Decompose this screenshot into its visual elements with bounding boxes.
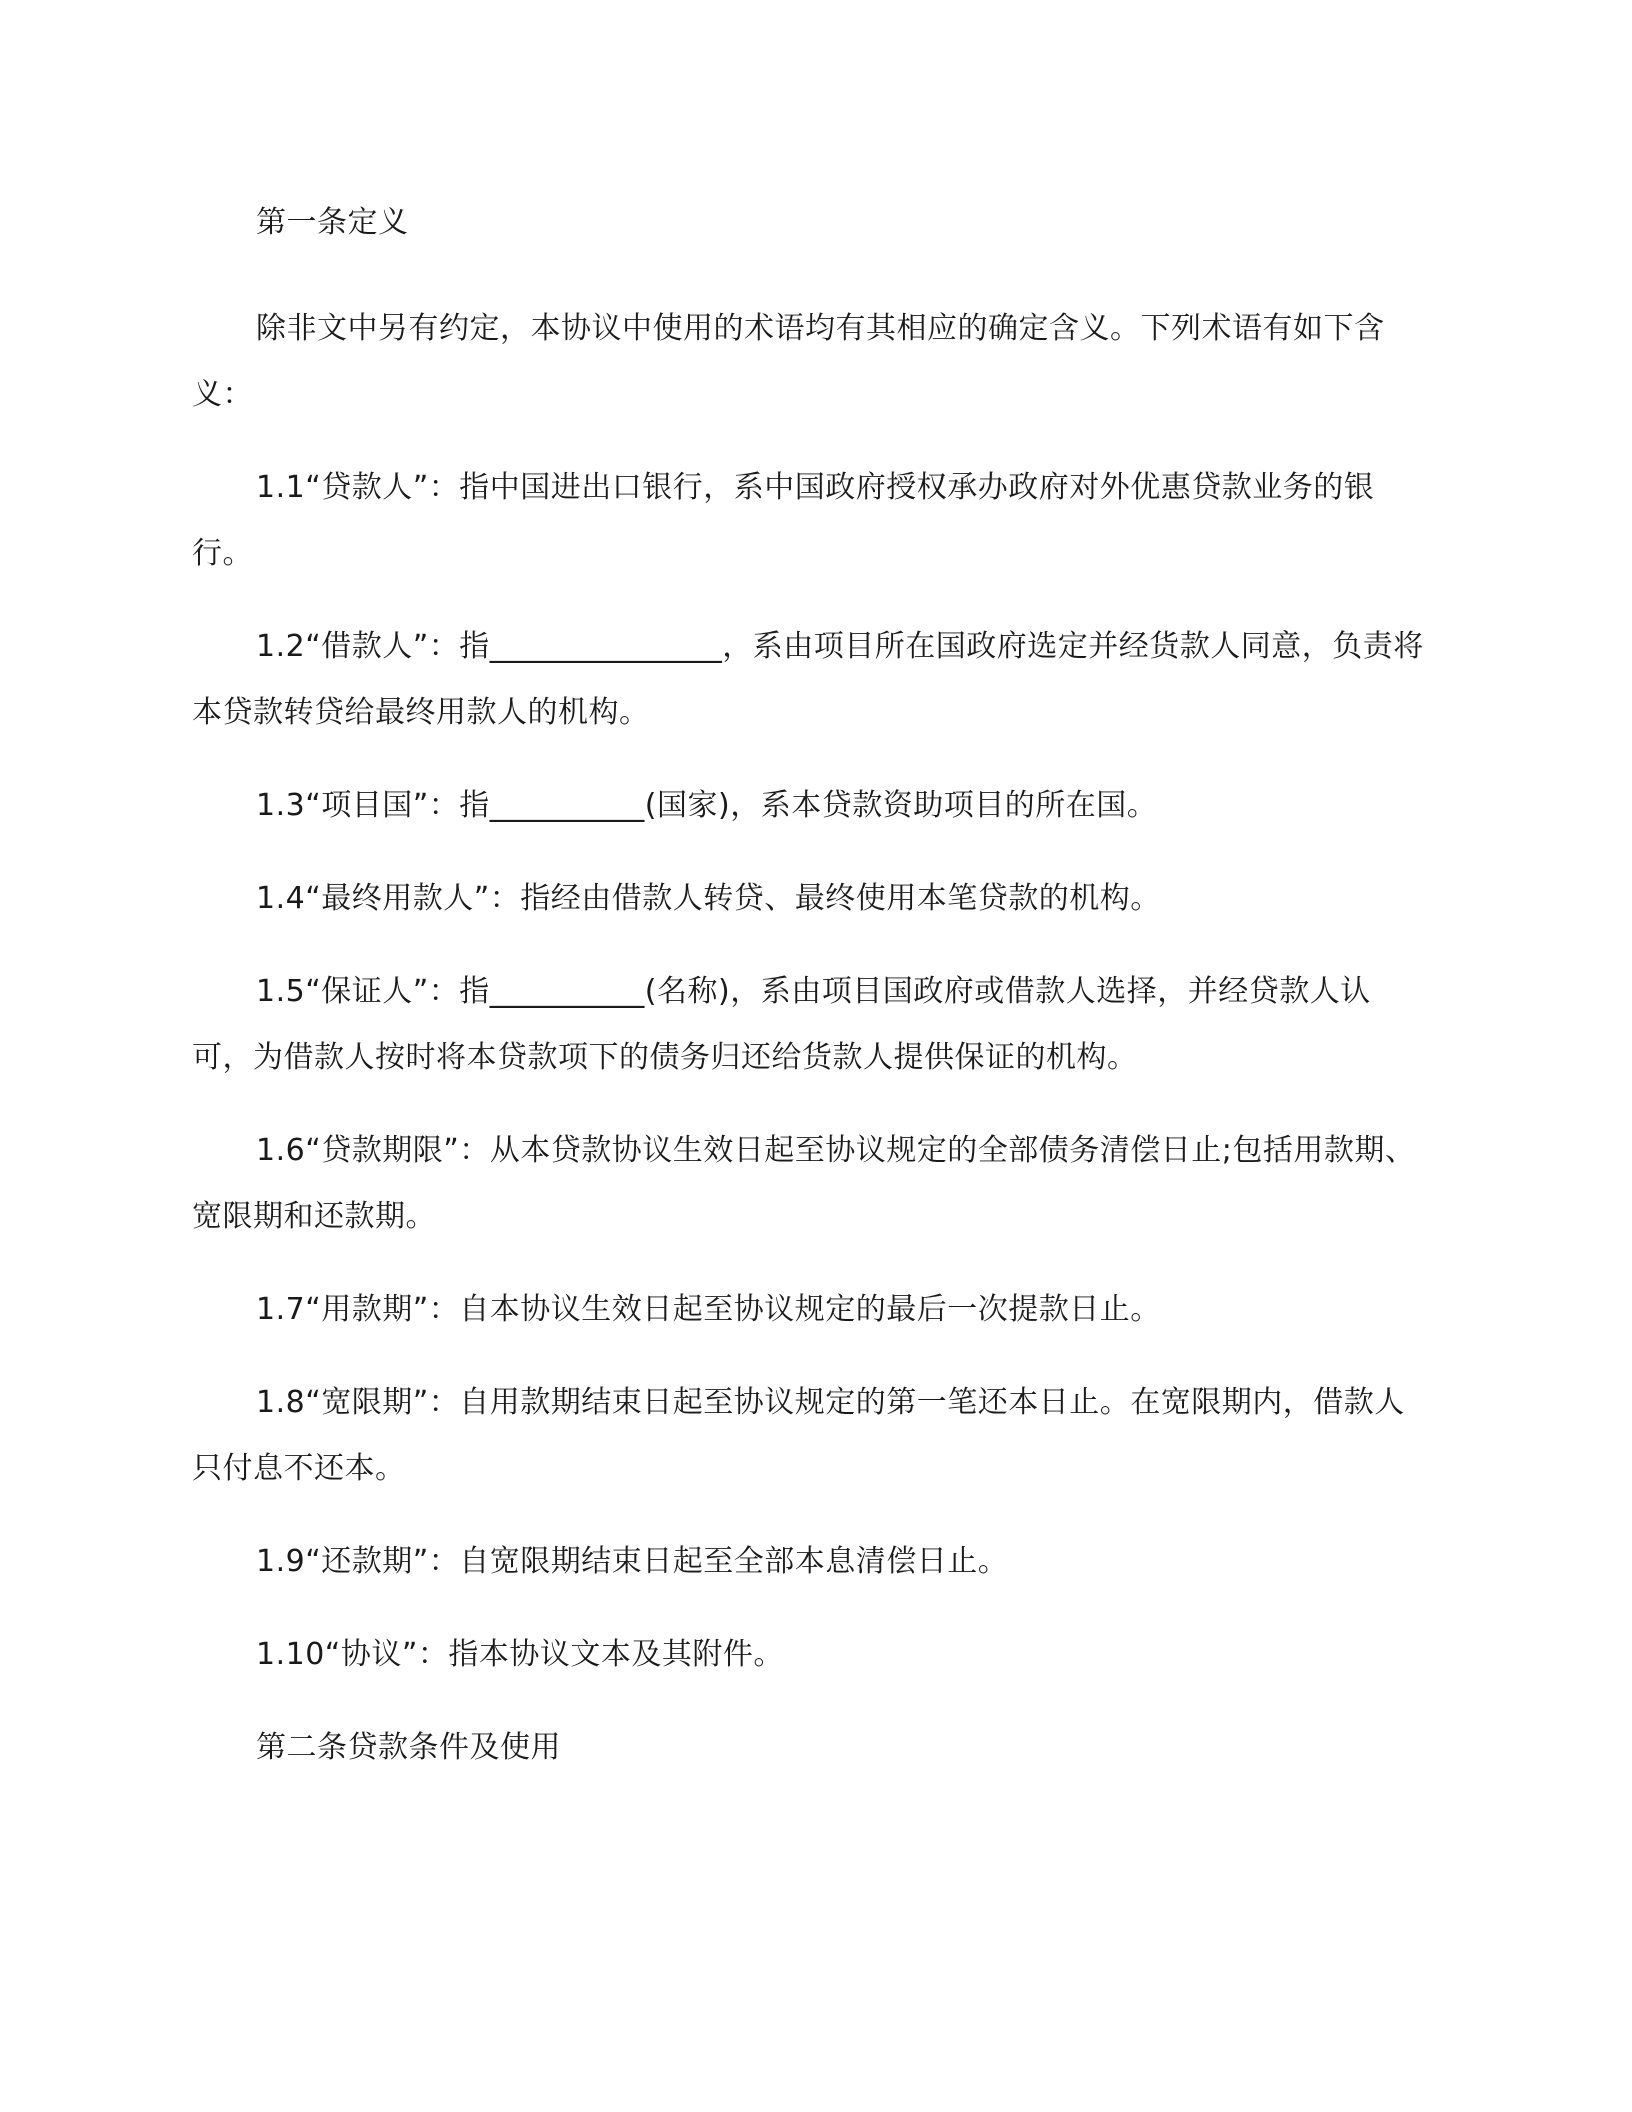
definition-1-5: 1.5“保证人”：指__________(名称)，系由项目国政府或借款人选择，并经贷款人认可，为借款人按时将本贷款项下的债务归还给货款人提供保证的机构。: [192, 974, 1371, 1075]
article-2-heading: 第二条贷款条件及使用: [256, 1730, 561, 1765]
definition-1-3: 1.3“项目国”：指__________(国家)，系本贷款资助项目的所在国。: [256, 788, 1158, 823]
document-body: [192, 190, 1424, 1781]
definition-1-4: 1.4“最终用款人”：指经由借款人转贷、最终使用本笔贷款的机构。: [256, 881, 1161, 916]
definition-1-8: 1.8“宽限期”：自用款期结束日起至协议规定的第一笔还本日止。在宽限期内，借款人只付息不还本。: [192, 1385, 1405, 1486]
article-1-intro: 除非文中另有约定，本协议中使用的术语均有其相应的确定含义。下列术语有如下含义：: [192, 311, 1385, 412]
definition-1-9: 1.9“还款期”：自宽限期结束日起至全部本息清偿日止。: [256, 1544, 1009, 1579]
definition-1-10: 1.10“协议”：指本协议文本及其附件。: [256, 1637, 784, 1672]
definition-1-7: 1.7“用款期”：自本协议生效日起至协议规定的最后一次提款日止。: [256, 1292, 1161, 1327]
definition-1-6: 1.6“贷款期限”：从本贷款协议生效日起至协议规定的全部债务清偿日止;包括用款期、宽限期和还款期。: [192, 1133, 1416, 1234]
article-1-heading: 第一条定义: [256, 205, 409, 240]
definition-1-1: 1.1“贷款人”：指中国进出口银行，系中国政府授权承办政府对外优惠贷款业务的银行。: [192, 470, 1375, 571]
definition-1-2: 1.2“借款人”：指_______________，系由项目所在国政府选定并经货款人同意，负责将本贷款转贷给最终用款人的机构。: [192, 629, 1424, 730]
